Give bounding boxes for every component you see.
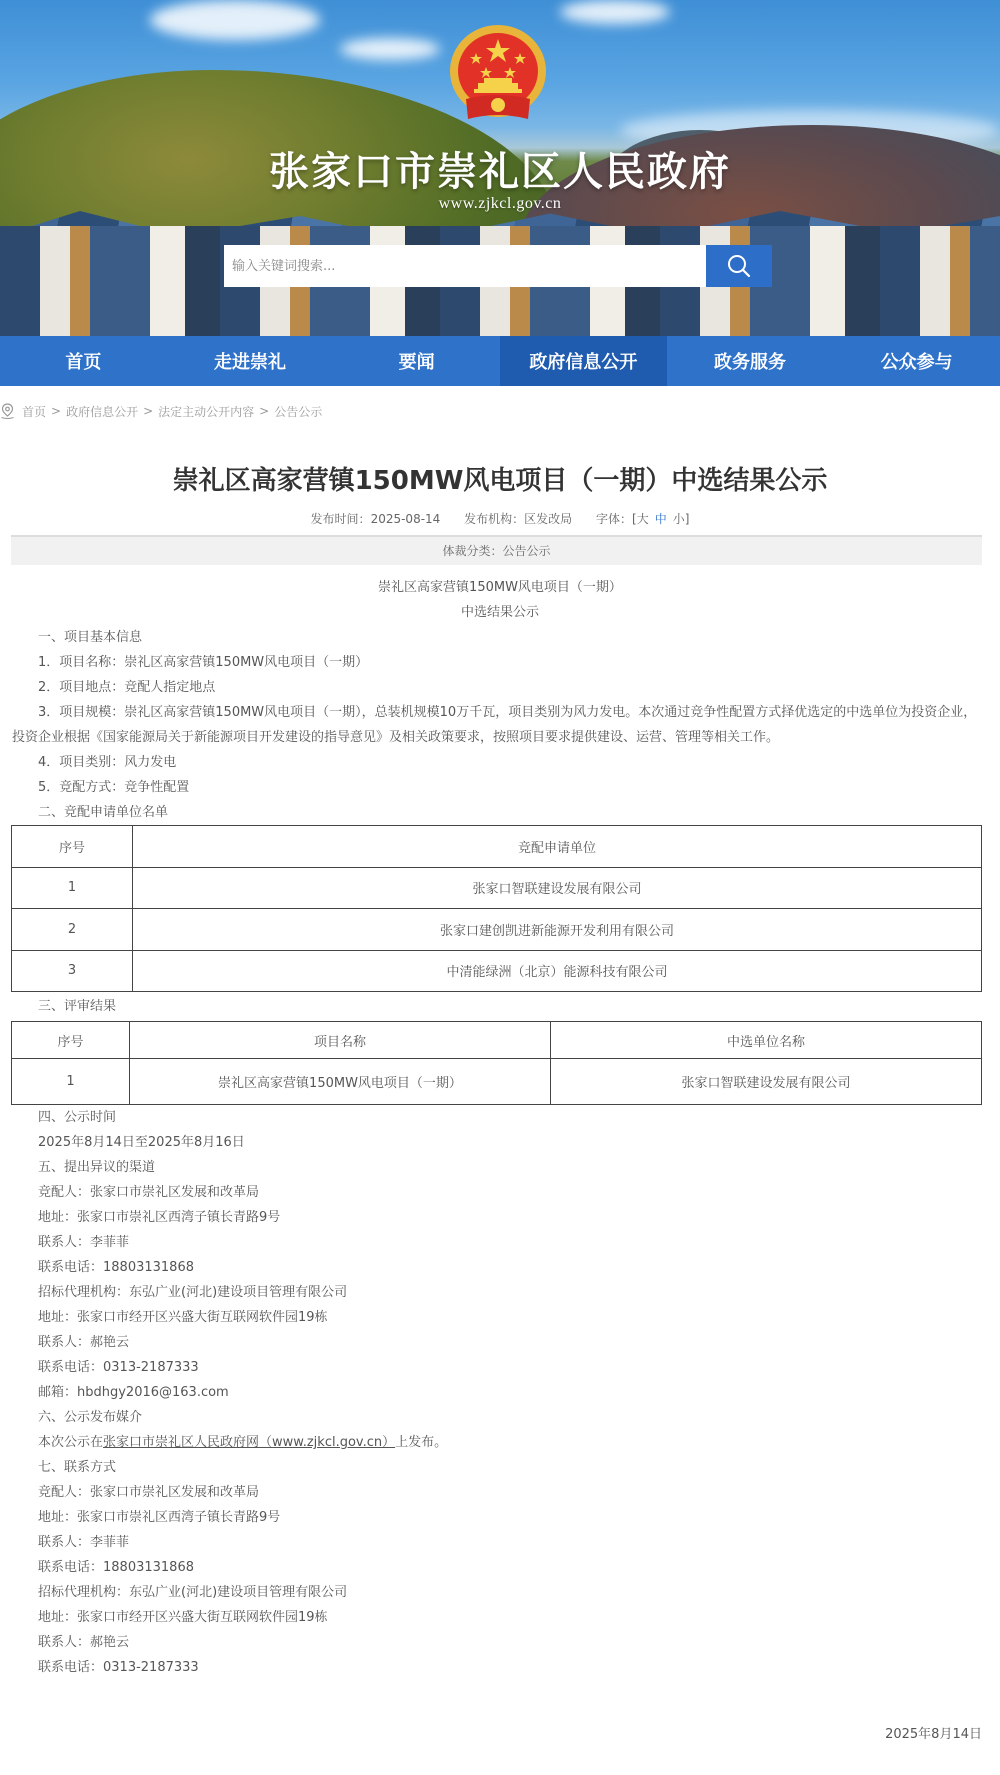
font-size-medium[interactable]: 中 [654,512,667,526]
site-url: www.zjkcl.gov.cn [438,195,562,212]
section-heading: 四、公示时间 [38,1110,117,1125]
breadcrumb [0,400,322,422]
font-size-small[interactable]: 小 [672,512,685,526]
project-category: 4．项目类别：风力发电 [38,755,177,770]
contact-line: 联系人：李菲菲 [38,1535,130,1550]
table-cell: 张家口建创凯进新能源开发利用有限公司 [133,909,982,951]
contact-line: 地址：张家口市崇礼区西湾子镇长青路9号 [38,1510,281,1525]
main-nav [0,336,1000,386]
section-heading: 六、公示发布媒介 [38,1410,143,1425]
search-icon [726,253,752,279]
project-scale: 3．项目规模：崇礼区高家营镇150MW风电项目（一期），总装机规模10万千瓦，项目类别为风力发电。本次通过竞争性配置方式择优选定的中选单位为投资企业，投资企业根据《国家能源局关于新能源项目开发建设的指导意见》及相关政策要求，按照项目要求提供建设、运营、管理等相关工作。 [12,705,977,745]
table-cell: 2 [12,909,133,951]
table-cell: 3 [12,950,133,992]
national-emblem-icon [448,23,548,128]
subtitle-project: 崇礼区高家营镇150MW风电项目（一期） [378,580,622,595]
section-heading: 三、评审结果 [38,999,117,1014]
objection-contact-line: 竞配人：张家口市崇礼区发展和改革局 [38,1185,260,1200]
allocation-method: 5．竞配方式：竞争性配置 [38,780,190,795]
table-header-row [12,826,982,868]
objection-email: 邮箱：hbdhgy2016@163.com [38,1385,229,1400]
results-table [11,1021,982,1105]
cloud-decoration [340,38,440,60]
objection-contact-line: 地址：张家口市崇礼区西湾子镇长青路9号 [38,1210,281,1225]
objection-contact-line: 招标代理机构：东弘广业(河北)建设项目管理有限公司 [38,1285,348,1300]
category-bar: 体裁分类：公告公示 [11,535,982,565]
applicants-table [11,825,982,992]
header-banner [0,0,1000,336]
table-header: 序号 [12,826,133,868]
nav-item-gov-services[interactable]: 政务服务 [714,352,787,373]
search-button[interactable] [706,245,772,287]
contact-line: 竞配人：张家口市崇礼区发展和改革局 [38,1485,260,1500]
table-cell: 1 [12,1059,130,1105]
contact-line: 联系人：郝艳云 [38,1635,130,1650]
breadcrumb-home[interactable]: 首页 [22,404,47,419]
table-header: 项目名称 [130,1022,551,1059]
breadcrumb-gov-info[interactable]: 政府信息公开 [66,404,139,419]
contact-line: 招标代理机构：东弘广业(河北)建设项目管理有限公司 [38,1585,348,1600]
location-pin-icon [0,403,15,419]
article-title: 崇礼区高家营镇150MW风电项目（一期）中选结果公示 [172,466,828,496]
objection-contact-line: 地址：张家口市经开区兴盛大街互联网软件园19栋 [38,1310,328,1325]
table-row [12,1059,982,1105]
site-title: 张家口市崇礼区人民政府 [269,149,731,195]
publisher: 发布机构：区发改局 [464,512,573,526]
table-header: 中选单位名称 [551,1022,982,1059]
objection-contact-line: 联系电话：18803131868 [38,1260,194,1275]
cloud-decoration [150,0,320,40]
breadcrumb-statutory-content[interactable]: 法定主动公开内容 [158,404,255,419]
breadcrumb-announcements[interactable]: 公告公示 [274,404,323,419]
table-cell: 张家口智联建设发展有限公司 [551,1059,982,1105]
nav-item-home[interactable]: 首页 [65,352,102,373]
breadcrumb-separator: > [51,404,62,418]
contact-line: 地址：张家口市经开区兴盛大街互联网软件园19栋 [38,1610,328,1625]
article-body [0,575,1000,1680]
font-size-large[interactable]: 大 [636,512,649,526]
table-row [12,909,982,951]
table-header: 竞配申请单位 [133,826,982,868]
table-cell: 中清能绿洲（北京）能源科技有限公司 [133,950,982,992]
table-cell: 张家口智联建设发展有限公司 [133,867,982,909]
search-input[interactable] [224,245,706,287]
objection-contact-line: 联系人：李菲菲 [38,1235,130,1250]
table-row [12,867,982,909]
publication-media: 本次公示在张家口市崇礼区人民政府网（www.zjkcl.gov.cn）上发布。 [38,1435,448,1450]
nav-item-news[interactable]: 要闻 [398,352,435,373]
section-heading: 七、联系方式 [38,1460,117,1475]
table-cell: 崇礼区高家营镇150MW风电项目（一期） [130,1059,551,1105]
gov-website-link[interactable]: 张家口市崇礼区人民政府网（www.zjkcl.gov.cn） [103,1435,396,1450]
subtitle-result: 中选结果公示 [460,605,539,620]
publicity-period: 2025年8月14日至2025年8月16日 [38,1135,245,1150]
article-meta [0,510,1000,527]
table-cell: 1 [12,867,133,909]
project-name: 1．项目名称：崇礼区高家营镇150MW风电项目（一期） [38,655,369,670]
font-size-switcher: 字体：[大 中 小] [596,512,690,526]
objection-contact-line: 联系人：郝艳云 [38,1335,130,1350]
publish-time: 发布时间：2025-08-14 [310,512,441,526]
cloud-decoration [560,0,670,24]
table-row [12,950,982,992]
breadcrumb-separator: > [259,404,270,418]
breadcrumb-separator: > [143,404,154,418]
section-heading: 二、竞配申请单位名单 [38,805,169,820]
contact-line: 联系电话：0313-2187333 [38,1660,199,1675]
section-heading: 一、项目基本信息 [38,630,143,645]
nav-item-about-chongli[interactable]: 走进崇礼 [214,352,286,373]
table-header: 序号 [12,1022,130,1059]
nav-item-gov-info-disclosure[interactable]: 政府信息公开 [500,336,667,386]
nav-item-public-participation[interactable]: 公众参与 [880,352,953,373]
contact-line: 联系电话：18803131868 [38,1560,194,1575]
objection-contact-line: 联系电话：0313-2187333 [38,1360,199,1375]
section-heading: 五、提出异议的渠道 [38,1160,156,1175]
contact-section [0,1105,1000,1680]
search-bar [224,245,772,287]
signature-date: 2025年8月14日 [885,1727,982,1742]
table-header-row [12,1022,982,1059]
project-location: 2．项目地点：竞配人指定地点 [38,680,216,695]
